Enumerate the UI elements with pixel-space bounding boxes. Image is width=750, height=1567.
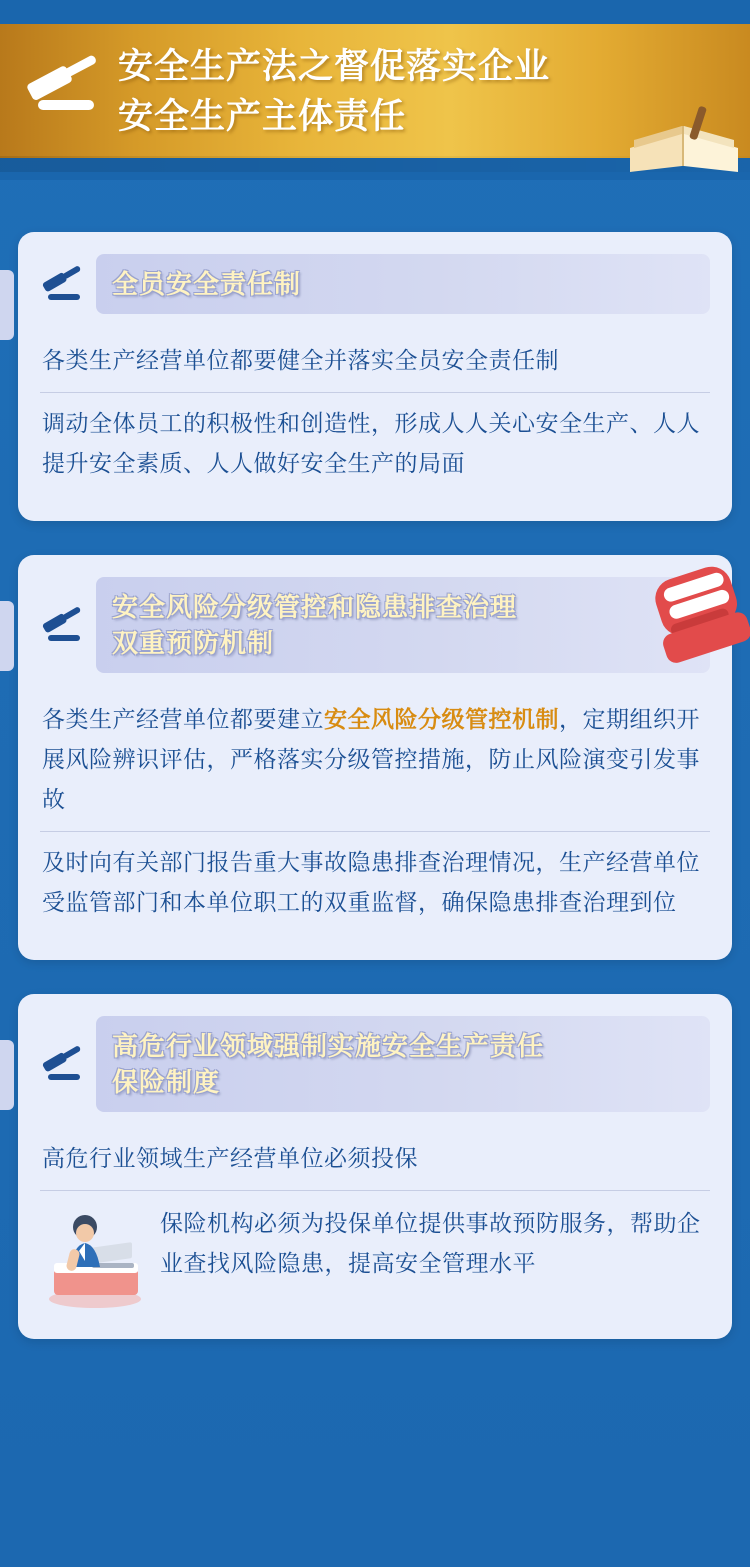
section-2-paragraph-1-suffix: ，定期组织开展风险辨识评估，严格落实分级管控措施，防止风险演变引发事故 [42, 706, 700, 812]
section-2-paragraph-1-highlight: 安全风险分级管控机制 [324, 706, 559, 732]
section-3-heading-plate [96, 1016, 710, 1112]
fist-hand-icon [644, 550, 750, 670]
page-title-line2: 安全生产主体责任 [118, 97, 407, 136]
section-1-paragraph-2: 调动全体员工的积极性和创造性，形成人人关心安全生产、人人提升安全素质、人人做好安全生产的局面 [40, 392, 710, 495]
side-tab [0, 270, 14, 340]
section-1-paragraph-1: 各类生产经营单位都要健全并落实全员安全责任制 [42, 347, 559, 373]
section-2-paragraph-1 [40, 689, 710, 831]
section-3-paragraph-2: 保险机构必须为投保单位提供事故预防服务，帮助企业查找风险隐患，提高安全管理水平 [160, 1210, 701, 1276]
section-2-paragraph-2: 及时向有关部门报告重大事故隐患排查治理情况，生产经营单位受监管部门和本单位职工的双重监督，确保隐患排查治理到位 [40, 831, 710, 934]
gavel-icon [40, 262, 90, 306]
section-3-header [40, 1016, 710, 1112]
gavel-icon [40, 603, 90, 647]
side-tab [0, 1040, 14, 1110]
section-2-heading-line1: 安全风险分级管控和隐患排查治理 [112, 592, 518, 622]
header-banner [0, 0, 750, 180]
page-title [118, 42, 678, 142]
section-1-heading-plate [96, 254, 710, 314]
side-tab [0, 601, 14, 671]
section-1-heading: 全员安全责任制 [112, 269, 302, 299]
content-area [0, 232, 750, 1339]
gavel-icon [22, 48, 112, 120]
section-3-heading-line1: 高危行业领域强制实施安全生产责任 [112, 1031, 545, 1061]
gavel-icon [40, 1042, 90, 1086]
section-2-heading-line2: 双重预防机制 [112, 628, 275, 658]
section-1-header [40, 254, 710, 314]
section-3-paragraph-1: 高危行业领域生产经营单位必须投保 [42, 1145, 418, 1171]
section-card-3 [18, 994, 732, 1339]
section-card-1 [18, 232, 732, 521]
open-book-icon [624, 86, 744, 172]
page-title-line1: 安全生产法之督促落实企业 [118, 47, 551, 86]
section-2-paragraph-1-prefix: 各类生产经营单位都要建立 [42, 706, 324, 732]
section-3-paragraph-2-row [40, 1190, 710, 1313]
section-2-heading-plate [96, 577, 710, 673]
section-3-heading [112, 1028, 544, 1100]
section-3-heading-line2: 保险制度 [112, 1067, 221, 1097]
person-at-desk-icon [40, 1203, 150, 1313]
section-2-header [40, 577, 710, 673]
section-2-heading [112, 589, 517, 661]
section-card-2 [18, 555, 732, 960]
